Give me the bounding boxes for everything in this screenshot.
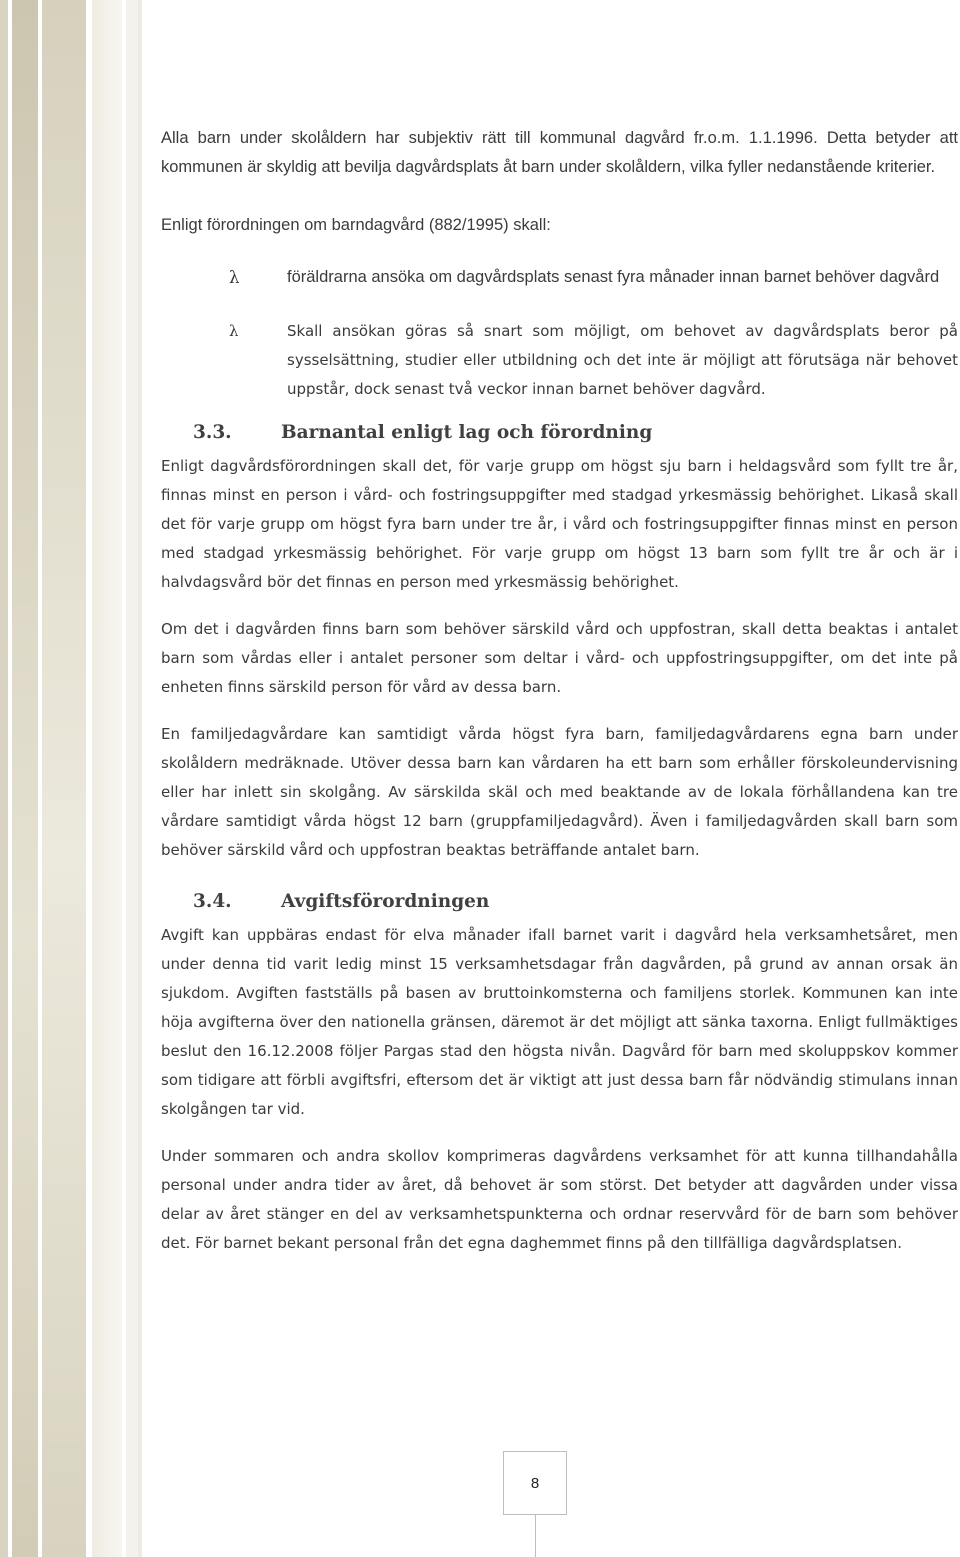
body-paragraph: Avgift kan uppbäras endast för elva månader ifall barnet varit i dagvård hela verksamhetsåret, men under denna tid varit ledig minst 15 verksamhetsdagar från dagvården, på grund av annan orsak än sjukdom. Avgiften fastställs på basen av bruttoinkomsterna och familjens storlek. Kommunen kan inte höja avgifterna över den nationella gränsen, däremot är det möjligt att sänka taxorna. Enligt fullmäktiges beslut den 16.12.2008 följer Pargas stad den högsta nivån. Dagvård för barn med skoluppskov kommer som tidigare att förbli avgiftsfri, eftersom det är viktigt att just dessa barn får nödvändig stimulans innan skolgången tar vid. (161, 926, 958, 1118)
body-paragraph: Enligt dagvårdsförordningen skall det, för varje grupp om högst sju barn i heldagsvård som fyllt tre år, finnas minst en person i vård- och fostringsuppgifter med stadgad yrkesmässig behörighet. Likaså skall det för varje grupp om högst fyra barn under tre år, i vård och fostringsuppgifter finnas minst en person med stadgad yrkesmässig behörighet. För varje grupp om högst 13 barn som fyllt tre år och är i halvdagsvård bör det finnas en person med yrkesmässig behörighet. (161, 457, 958, 591)
decorative-stripe (42, 0, 86, 1557)
section-number: 3.4. (193, 891, 232, 912)
decorative-stripe (92, 0, 122, 1557)
section-number: 3.3. (193, 422, 232, 443)
bullet-text: Skall ansökan göras så snart som möjligt, om behovet av dagvårdsplats beror på sysselsättning, studier eller utbildning och det inte är möjligt att förutsäga när behovet uppstår, dock senast två veckor innan barnet behöver dagvård. (287, 322, 958, 398)
decorative-stripe (138, 0, 142, 1557)
section-heading (193, 887, 958, 916)
page-number-box (503, 1451, 567, 1515)
decorative-stripe (12, 0, 38, 1557)
bullet-text: föräldrarna ansöka om dagvårdsplats senast fyra månader innan barnet behöver dagvård (287, 268, 940, 286)
intro-lead-paragraph: Enligt förordningen om barndagvård (882/1995) skall: (161, 216, 551, 234)
decorative-stripe (126, 0, 138, 1557)
body-paragraph: Under sommaren och andra skollov komprimeras dagvårdens verksamhet för att kunna tillhandahålla personal under andra tider av året, då behovet är som störst. Det betyder att dagvården under vissa delar av året stänger en del av verksamhetspunkterna och ordnar reservvård för de barn som behöver det. För barnet bekant personal från det egna daghemmet finns på den tillfälliga dagvårdsplatsen. (161, 1147, 958, 1252)
body-paragraph: Om det i dagvården finns barn som behöver särskild vård och uppfostran, skall detta beaktas i antalet barn som vårdas eller i antalet personer som deltar i vård- och uppfostringsuppgifter, om det inte på enheten finns särskild person för vård av dessa barn. (161, 620, 958, 696)
bullet-marker: λ (229, 268, 240, 287)
section-title: Barnantal enligt lag och förordning (281, 422, 653, 443)
page-number-line (535, 1515, 536, 1557)
document-body (161, 124, 958, 1258)
bullet-item (217, 263, 958, 292)
bullet-item (217, 317, 958, 404)
section-heading (193, 418, 958, 447)
decorative-stripe (0, 0, 8, 1557)
intro-paragraph: Alla barn under skolåldern har subjektiv rätt till kommunal dagvård fr.o.m. 1.1.1996. Detta betyder att kommunen är skyldig att bevilja dagvårdsplats åt barn under skolåldern, vilka fyller nedanstående kriterier. (161, 129, 958, 176)
body-paragraph: En familjedagvårdare kan samtidigt vårda högst fyra barn, familjedagvårdarens egna barn under skolåldern medräknade. Utöver dessa barn kan vårdaren ha ett barn som erhåller förskoleundervisning eller har inlett sin skolgång. Av särskilda skäl och med beaktande av de lokala förhållandena kan tre vårdare samtidigt vårda högst 12 barn (gruppfamiljedagvård). Även i familjedagvården skall barn som behöver särskild vård och uppfostran beaktas beträffande antalet barn. (161, 725, 958, 859)
bullet-marker: λ (229, 322, 239, 340)
page-number: 8 (530, 1474, 540, 1492)
section-title: Avgiftsförordningen (281, 891, 490, 912)
